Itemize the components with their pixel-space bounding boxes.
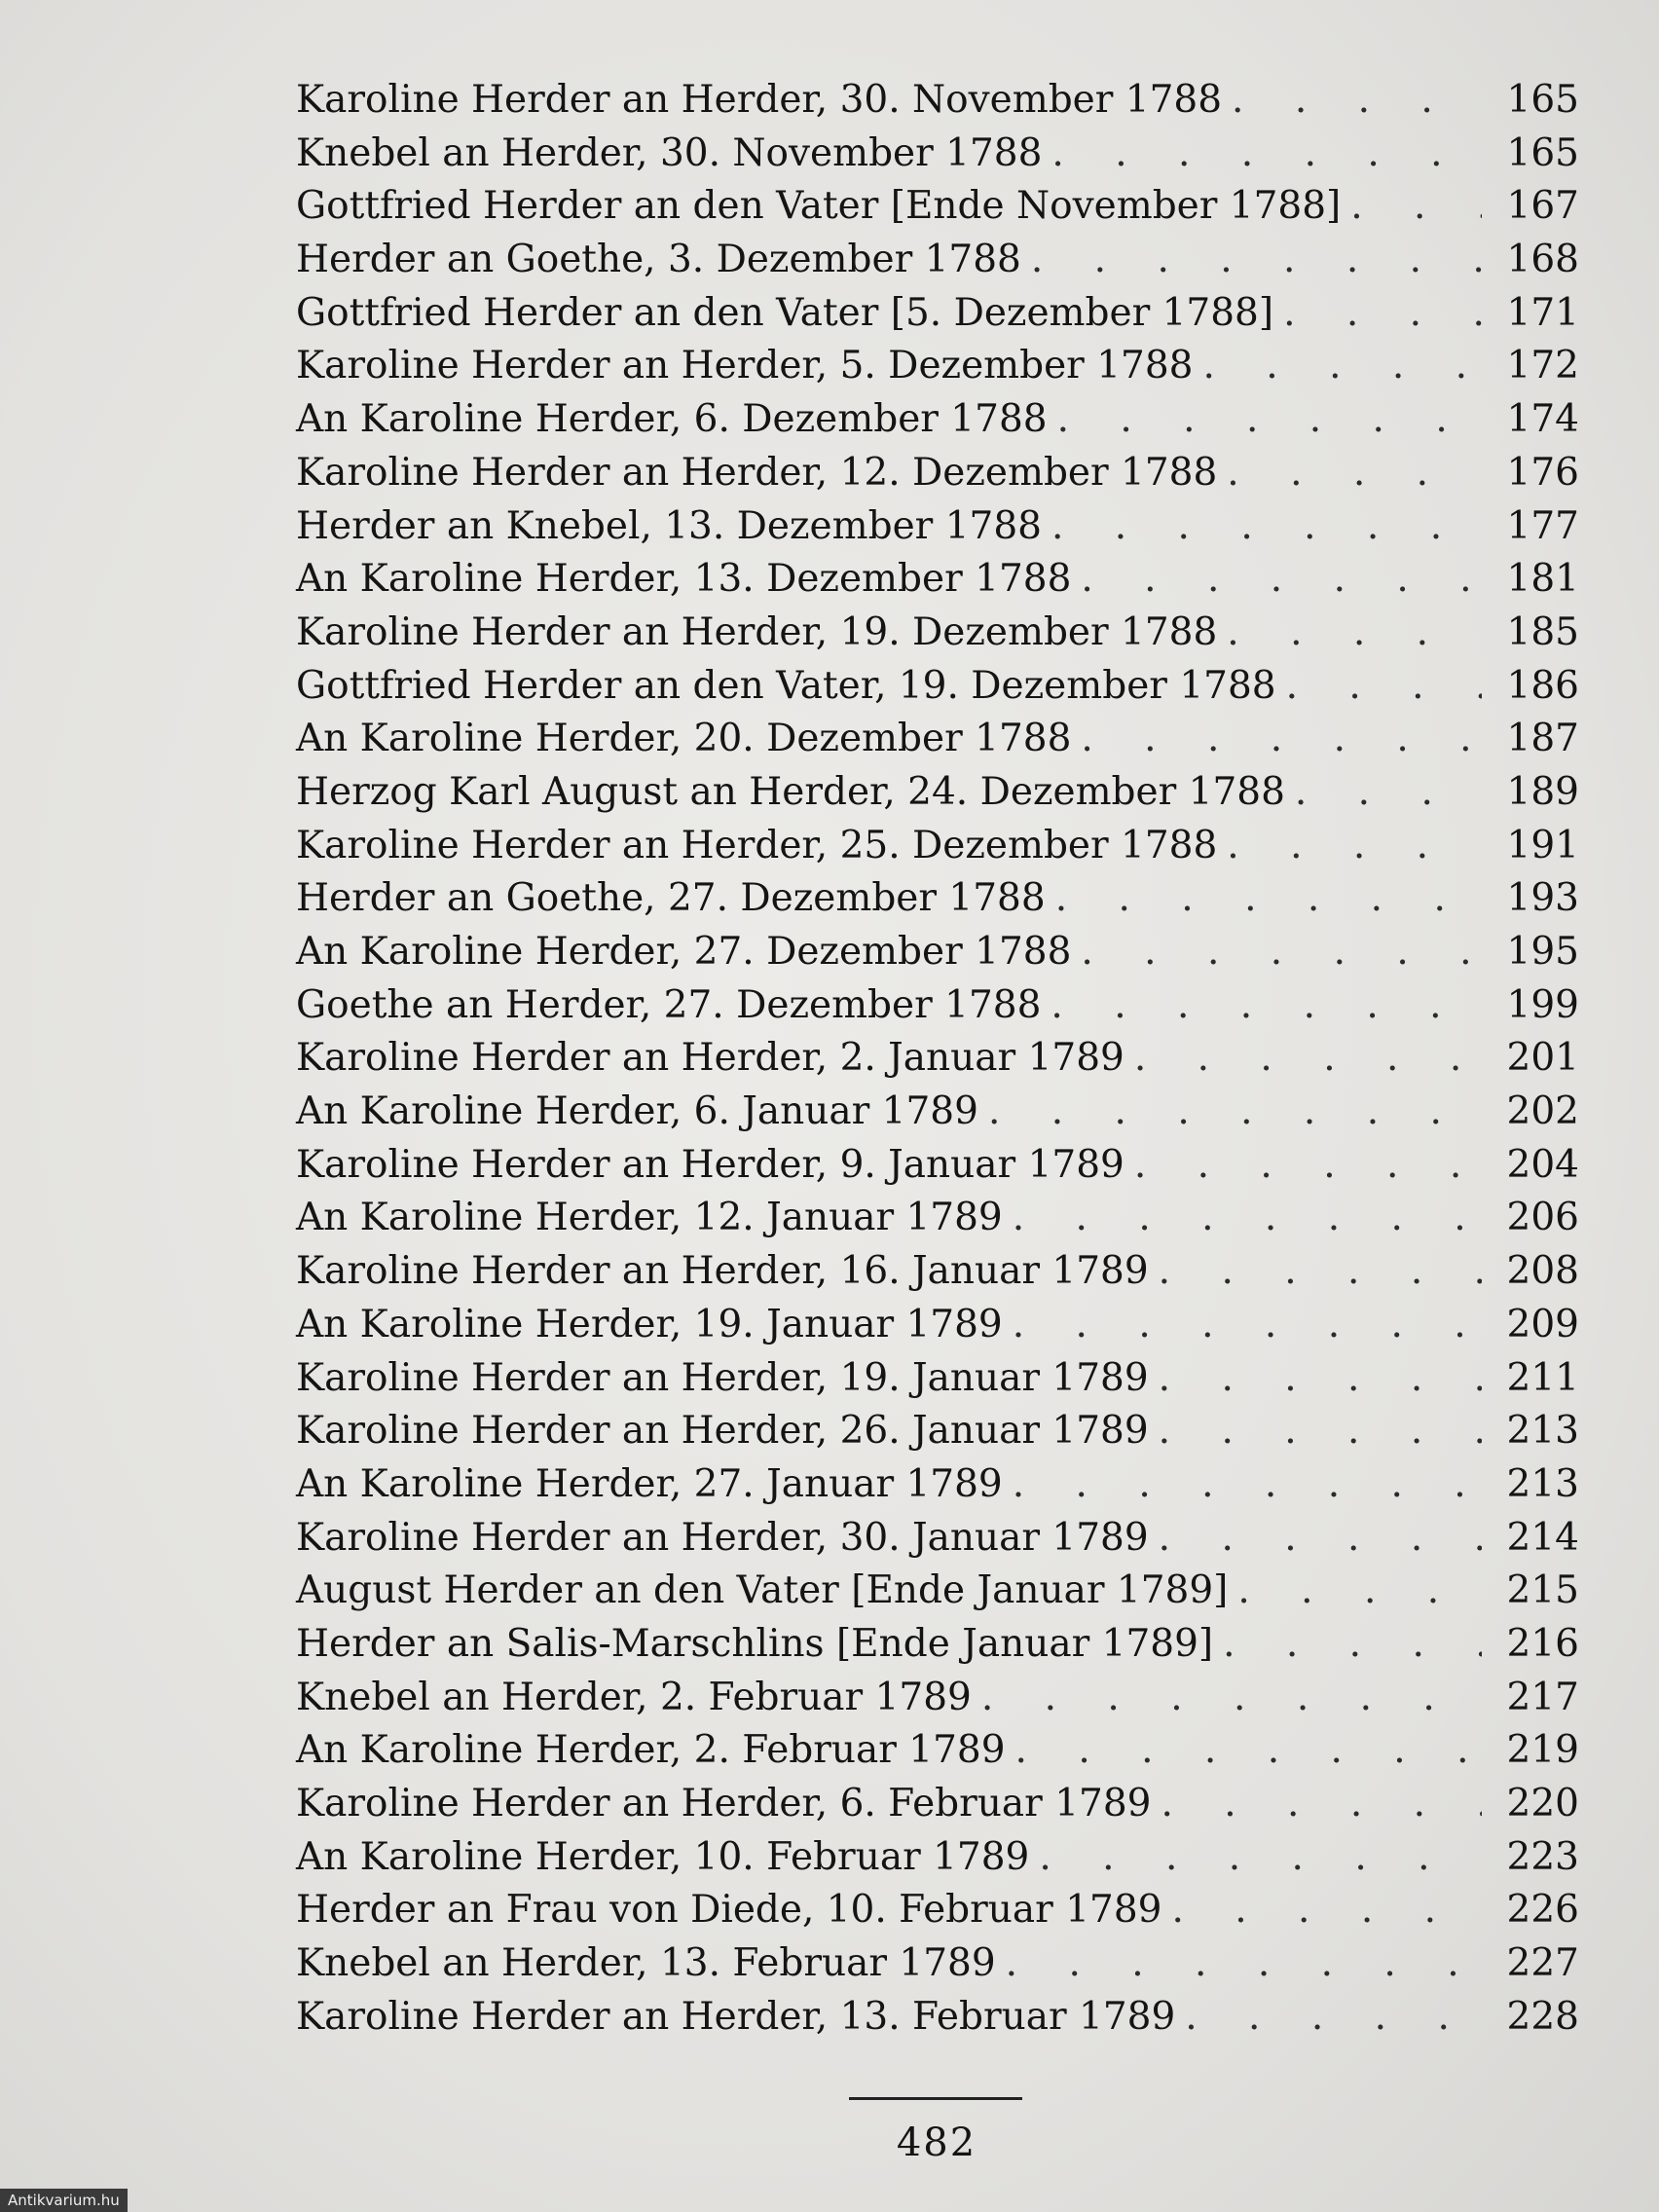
dot-leader [1159,1245,1482,1299]
toc-entry-title: An Karoline Herder, 12. Januar 1789 [296,1196,1003,1240]
toc-entry-title: Karoline Herder an Herder, 2. Januar 1789 [296,1036,1124,1081]
toc-entry-page: 211 [1506,1355,1579,1400]
toc-entry-page: 177 [1506,503,1579,548]
toc-entry-title: Gottfried Herder an den Vater, 19. Dezember 1788 [296,663,1276,708]
dot-leader [1051,128,1482,181]
dot-leader [1237,1565,1482,1618]
toc-entry [296,1831,1579,1885]
dot-leader [1134,1032,1482,1086]
toc-entry-page: 220 [1506,1782,1579,1825]
toc-entry-title: Herder an Salis-Marschlins [Ende Januar 1789] [296,1621,1214,1666]
dot-leader [1161,1778,1482,1831]
toc-entry [296,1724,1579,1778]
dot-leader [1039,1831,1482,1885]
toc-entry [296,713,1579,766]
dot-leader [1057,393,1482,447]
toc-entry-page: 189 [1506,769,1579,814]
toc-entry [296,1884,1579,1937]
dot-leader [1013,1299,1482,1352]
toc-entry-title: Karoline Herder an Herder, 13. Februar 1789 [296,1994,1176,2039]
toc-entry-title: An Karoline Herder, 10. Februar 1789 [296,1834,1030,1879]
dot-leader [1286,660,1482,714]
dot-leader [1227,447,1482,500]
dot-leader [1081,553,1482,607]
dot-leader [988,1086,1482,1139]
toc-entry [296,979,1579,1033]
toc-entry-title: An Karoline Herder, 20. Dezember 1788 [296,717,1072,761]
toc-entry [296,660,1579,714]
toc-entry-page: 228 [1506,1994,1579,2039]
toc-entry-page: 226 [1506,1888,1579,1933]
toc-entry-title: Karoline Herder an Herder, 30. Januar 1789 [296,1515,1149,1560]
toc-entry-title: Karoline Herder an Herder, 26. Januar 1789 [296,1409,1149,1454]
toc-entry [296,1245,1579,1299]
toc-entry-page: 167 [1506,184,1579,229]
toc-entry [296,1991,1579,2045]
table-of-contents [296,74,1579,2044]
toc-entry [296,1192,1579,1245]
toc-entry-page: 204 [1506,1142,1579,1187]
toc-entry-title: Herder an Goethe, 3. Dezember 1788 [296,238,1021,282]
dot-leader [1227,607,1482,660]
dot-leader [1159,1352,1482,1406]
toc-entry-page: 172 [1506,344,1579,388]
dot-leader [1159,1512,1482,1566]
toc-entry [296,447,1579,500]
toc-entry-page: 187 [1506,717,1579,761]
toc-entry-title: An Karoline Herder, 6. Dezember 1788 [296,397,1048,442]
toc-entry-page: 185 [1506,609,1579,654]
toc-entry [296,1937,1579,1991]
toc-entry-title: Karoline Herder an Herder, 9. Januar 1789 [296,1142,1124,1187]
dot-leader [1006,1937,1482,1991]
toc-entry [296,287,1579,341]
toc-entry [296,500,1579,554]
dot-leader [1295,766,1482,820]
toc-entry-title: An Karoline Herder, 27. Dezember 1788 [296,930,1072,974]
toc-entry-title: Herder an Frau von Diede, 10. Februar 1789 [296,1888,1162,1933]
toc-entry-title: Herder an Goethe, 27. Dezember 1788 [296,876,1046,921]
toc-entry [296,1299,1579,1352]
toc-entry-page: 174 [1506,397,1579,442]
dot-leader [1055,872,1482,926]
toc-entry-page: 227 [1506,1941,1579,1986]
toc-entry-page: 214 [1506,1515,1579,1560]
toc-entry-page: 176 [1506,450,1579,495]
toc-entry [296,1086,1579,1139]
toc-entry [296,1512,1579,1566]
toc-entry [296,1565,1579,1618]
dot-leader [1223,1618,1482,1672]
dot-leader [1232,74,1482,128]
footer-rule [849,2097,1022,2100]
toc-entry-title: Karoline Herder an Herder, 6. Februar 1789 [296,1782,1152,1825]
toc-entry-title: Knebel an Herder, 13. Februar 1789 [296,1941,996,1986]
toc-entry-page: 217 [1506,1675,1579,1719]
toc-entry-page: 219 [1506,1728,1579,1773]
toc-entry [296,340,1579,393]
toc-entry-title: Gottfried Herder an den Vater [5. Dezember 1788] [296,290,1274,335]
dot-leader [1013,1458,1482,1512]
toc-entry [296,872,1579,926]
page-number: 482 [896,2120,977,2165]
toc-entry [296,1672,1579,1725]
dot-leader [1227,820,1482,873]
toc-entry [296,128,1579,181]
toc-entry-page: 199 [1506,982,1579,1027]
dot-leader [1185,1991,1482,2045]
dot-leader [1202,340,1482,393]
dot-leader [1171,1884,1482,1937]
toc-entry-title: Karoline Herder an Herder, 25. Dezember 1788 [296,823,1218,867]
toc-entry-page: 165 [1506,78,1579,122]
toc-entry-page: 195 [1506,930,1579,974]
watermark: Antikvarium.hu [0,2189,128,2212]
dot-leader [1081,713,1482,766]
toc-entry-title: Karoline Herder an Herder, 16. Januar 1789 [296,1249,1149,1294]
dot-leader [1031,234,1482,287]
toc-entry-page: 209 [1506,1302,1579,1346]
dot-leader [1081,926,1482,979]
toc-entry-title: Knebel an Herder, 2. Februar 1789 [296,1675,972,1719]
toc-entry-title: August Herder an den Vater [Ende Januar 1789] [296,1568,1229,1613]
toc-entry [296,926,1579,979]
dot-leader [1051,500,1482,554]
dot-leader [981,1672,1482,1725]
toc-entry-page: 215 [1506,1568,1579,1613]
toc-entry-title: An Karoline Herder, 2. Februar 1789 [296,1728,1006,1773]
toc-entry-page: 208 [1506,1249,1579,1294]
toc-entry [296,553,1579,607]
toc-entry [296,1352,1579,1406]
toc-entry-page: 165 [1506,130,1579,175]
toc-entry-title: Karoline Herder an Herder, 5. Dezember 1788 [296,344,1194,388]
toc-entry-page: 168 [1506,238,1579,282]
toc-entry-title: Karoline Herder an Herder, 30. November 1788 [296,78,1223,122]
toc-entry-page: 201 [1506,1036,1579,1081]
toc-entry-title: Karoline Herder an Herder, 19. Januar 1789 [296,1355,1149,1400]
toc-entry [296,820,1579,873]
toc-entry-title: Goethe an Herder, 27. Dezember 1788 [296,982,1042,1027]
toc-entry-page: 206 [1506,1196,1579,1240]
toc-entry [296,180,1579,234]
toc-entry-title: Herzog Karl August an Herder, 24. Dezember 1788 [296,769,1285,814]
dot-leader [1283,287,1482,341]
toc-entry [296,393,1579,447]
toc-entry-title: An Karoline Herder, 19. Januar 1789 [296,1302,1003,1346]
toc-entry [296,607,1579,660]
toc-entry-title: Knebel an Herder, 30. November 1788 [296,130,1043,175]
toc-entry [296,766,1579,820]
toc-entry-page: 186 [1506,663,1579,708]
toc-entry [296,74,1579,128]
toc-entry-title: An Karoline Herder, 6. Januar 1789 [296,1089,978,1134]
toc-entry-page: 193 [1506,876,1579,921]
toc-entry-page: 191 [1506,823,1579,867]
toc-entry [296,1032,1579,1086]
dot-leader [1015,1724,1482,1778]
dot-leader [1350,180,1482,234]
toc-entry-page: 213 [1506,1461,1579,1506]
toc-entry-page: 213 [1506,1409,1579,1454]
toc-entry [296,1139,1579,1193]
toc-entry-title: Gottfried Herder an den Vater [Ende November 1788] [296,184,1342,229]
toc-entry [296,1458,1579,1512]
toc-entry-page: 171 [1506,290,1579,335]
toc-entry [296,1405,1579,1458]
toc-entry-title: Herder an Knebel, 13. Dezember 1788 [296,503,1042,548]
dot-leader [1051,979,1482,1033]
toc-entry-title: An Karoline Herder, 27. Januar 1789 [296,1461,1003,1506]
dot-leader [1159,1405,1482,1458]
toc-entry-title: Karoline Herder an Herder, 12. Dezember 1788 [296,450,1218,495]
toc-entry-title: An Karoline Herder, 13. Dezember 1788 [296,557,1072,602]
toc-entry-page: 223 [1506,1834,1579,1879]
toc-entry [296,234,1579,287]
toc-entry [296,1618,1579,1672]
toc-entry-page: 216 [1506,1621,1579,1666]
toc-entry [296,1778,1579,1831]
dot-leader [1134,1139,1482,1193]
toc-entry-page: 202 [1506,1089,1579,1134]
dot-leader [1013,1192,1482,1245]
toc-entry-page: 181 [1506,557,1579,602]
toc-entry-title: Karoline Herder an Herder, 19. Dezember 1788 [296,609,1218,654]
